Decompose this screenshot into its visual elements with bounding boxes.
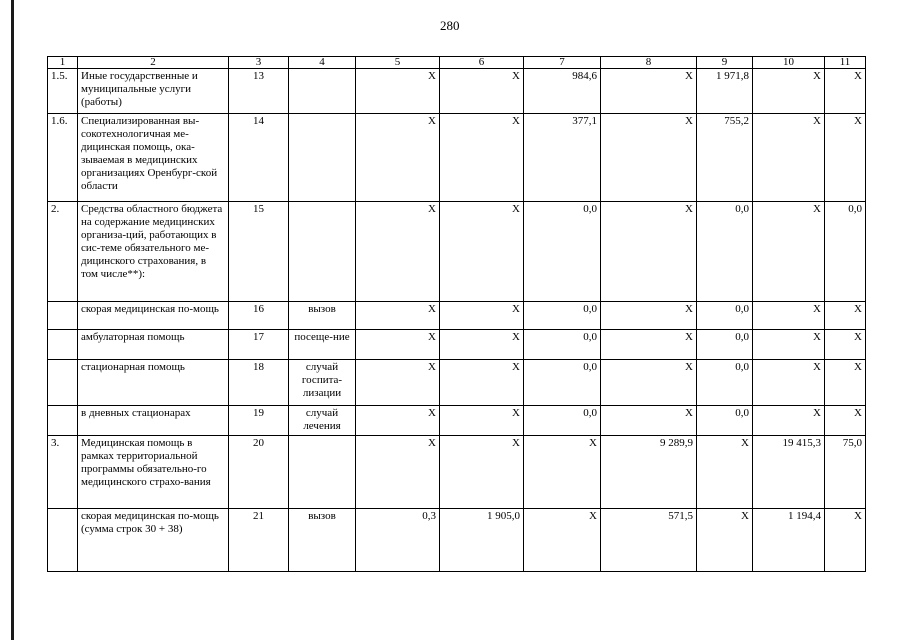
col-5-cell: Х <box>356 436 440 509</box>
table-body <box>48 57 866 572</box>
col-6-cell: 1 905,0 <box>440 509 524 572</box>
unit-cell <box>289 202 356 302</box>
col-7-cell: 0,0 <box>524 202 601 302</box>
line-code-cell: 17 <box>229 330 289 360</box>
col-5-cell: Х <box>356 114 440 202</box>
unit-cell <box>289 69 356 114</box>
row-number-cell: 2. <box>48 202 78 302</box>
col-7-cell: 0,0 <box>524 330 601 360</box>
unit-cell <box>289 436 356 509</box>
col-11-cell: Х <box>825 360 866 406</box>
col-8-cell: Х <box>601 69 697 114</box>
table-row <box>48 406 866 436</box>
col-11-cell: Х <box>825 69 866 114</box>
header-cell: 5 <box>356 57 440 69</box>
col-6-cell: Х <box>440 114 524 202</box>
col-11-cell: Х <box>825 330 866 360</box>
row-name-cell: амбулаторная помощь <box>78 330 229 360</box>
col-8-cell: 9 289,9 <box>601 436 697 509</box>
col-9-cell: Х <box>697 509 753 572</box>
col-10-cell: Х <box>753 202 825 302</box>
header-cell: 10 <box>753 57 825 69</box>
col-10-cell: Х <box>753 330 825 360</box>
row-name-cell: Средства областного бюджета на содержание медицинских организа-ций, работающих в сис-теме обязательного ме-дицинского страхования, в том числе**): <box>78 202 229 302</box>
col-10-cell: Х <box>753 302 825 330</box>
page-number: 280 <box>440 18 460 33</box>
unit-cell: вызов <box>289 509 356 572</box>
col-7-cell: 0,0 <box>524 406 601 436</box>
row-number-cell <box>48 406 78 436</box>
row-number-cell <box>48 330 78 360</box>
line-code-cell: 18 <box>229 360 289 406</box>
unit-cell: случай лечения <box>289 406 356 436</box>
header-cell: 1 <box>48 57 78 69</box>
col-6-cell: Х <box>440 69 524 114</box>
data-table <box>47 56 866 572</box>
row-name-cell: в дневных стационарах <box>78 406 229 436</box>
row-number-cell: 1.6. <box>48 114 78 202</box>
row-number-cell: 3. <box>48 436 78 509</box>
col-5-cell: Х <box>356 69 440 114</box>
row-name-cell: Медицинская помощь в рамках территориальной программы обязательно-го медицинского страхо-вания <box>78 436 229 509</box>
col-7-cell: 377,1 <box>524 114 601 202</box>
header-cell: 4 <box>289 57 356 69</box>
table-row <box>48 436 866 509</box>
row-name-cell: Иные государственные и муниципальные услуги (работы) <box>78 69 229 114</box>
col-10-cell: Х <box>753 360 825 406</box>
col-5-cell: Х <box>356 360 440 406</box>
row-name-cell: Специализированная вы-сокотехнологичная ме-дицинская помощь, ока-зываемая в медицинских организациях Оренбург-ской области <box>78 114 229 202</box>
col-6-cell: Х <box>440 406 524 436</box>
col-5-cell: Х <box>356 330 440 360</box>
col-11-cell: Х <box>825 302 866 330</box>
col-9-cell: 0,0 <box>697 302 753 330</box>
header-cell: 2 <box>78 57 229 69</box>
col-10-cell: 1 194,4 <box>753 509 825 572</box>
line-code-cell: 16 <box>229 302 289 330</box>
row-number-cell <box>48 509 78 572</box>
col-8-cell: Х <box>601 330 697 360</box>
col-10-cell: 19 415,3 <box>753 436 825 509</box>
row-number-cell: 1.5. <box>48 69 78 114</box>
col-6-cell: Х <box>440 302 524 330</box>
line-code-cell: 19 <box>229 406 289 436</box>
col-8-cell: 571,5 <box>601 509 697 572</box>
col-7-cell: Х <box>524 436 601 509</box>
line-code-cell: 20 <box>229 436 289 509</box>
unit-cell: вызов <box>289 302 356 330</box>
col-5-cell: Х <box>356 302 440 330</box>
header-cell: 9 <box>697 57 753 69</box>
col-9-cell: Х <box>697 436 753 509</box>
unit-cell: посеще-ние <box>289 330 356 360</box>
col-11-cell: 0,0 <box>825 202 866 302</box>
header-row <box>48 57 866 69</box>
col-11-cell: Х <box>825 114 866 202</box>
row-name-cell: стационарная помощь <box>78 360 229 406</box>
col-8-cell: Х <box>601 114 697 202</box>
col-6-cell: Х <box>440 360 524 406</box>
col-5-cell: Х <box>356 202 440 302</box>
table-row <box>48 69 866 114</box>
line-code-cell: 14 <box>229 114 289 202</box>
col-6-cell: Х <box>440 202 524 302</box>
table-row <box>48 509 866 572</box>
col-5-cell: Х <box>356 406 440 436</box>
col-9-cell: 0,0 <box>697 406 753 436</box>
header-cell: 8 <box>601 57 697 69</box>
table-row <box>48 360 866 406</box>
table-row <box>48 202 866 302</box>
table-row <box>48 114 866 202</box>
table-row <box>48 302 866 330</box>
col-9-cell: 0,0 <box>697 330 753 360</box>
col-6-cell: Х <box>440 330 524 360</box>
col-8-cell: Х <box>601 302 697 330</box>
col-7-cell: 984,6 <box>524 69 601 114</box>
col-9-cell: 0,0 <box>697 360 753 406</box>
header-cell: 11 <box>825 57 866 69</box>
col-9-cell: 0,0 <box>697 202 753 302</box>
col-8-cell: Х <box>601 406 697 436</box>
col-11-cell: 75,0 <box>825 436 866 509</box>
row-number-cell <box>48 360 78 406</box>
binding-line <box>11 0 14 640</box>
line-code-cell: 15 <box>229 202 289 302</box>
row-name-cell: скорая медицинская по-мощь (сумма строк 30 + 38) <box>78 509 229 572</box>
col-10-cell: Х <box>753 406 825 436</box>
col-10-cell: Х <box>753 114 825 202</box>
table-row <box>48 330 866 360</box>
line-code-cell: 21 <box>229 509 289 572</box>
col-8-cell: Х <box>601 202 697 302</box>
unit-cell <box>289 114 356 202</box>
col-7-cell: 0,0 <box>524 360 601 406</box>
row-name-cell: скорая медицинская по-мощь <box>78 302 229 330</box>
unit-cell: случай госпита-лизации <box>289 360 356 406</box>
col-6-cell: Х <box>440 436 524 509</box>
col-8-cell: Х <box>601 360 697 406</box>
line-code-cell: 13 <box>229 69 289 114</box>
col-7-cell: 0,0 <box>524 302 601 330</box>
row-number-cell <box>48 302 78 330</box>
header-cell: 7 <box>524 57 601 69</box>
col-11-cell: Х <box>825 406 866 436</box>
col-9-cell: 755,2 <box>697 114 753 202</box>
col-5-cell: 0,3 <box>356 509 440 572</box>
col-10-cell: Х <box>753 69 825 114</box>
col-9-cell: 1 971,8 <box>697 69 753 114</box>
header-cell: 6 <box>440 57 524 69</box>
col-7-cell: Х <box>524 509 601 572</box>
header-cell: 3 <box>229 57 289 69</box>
col-11-cell: Х <box>825 509 866 572</box>
